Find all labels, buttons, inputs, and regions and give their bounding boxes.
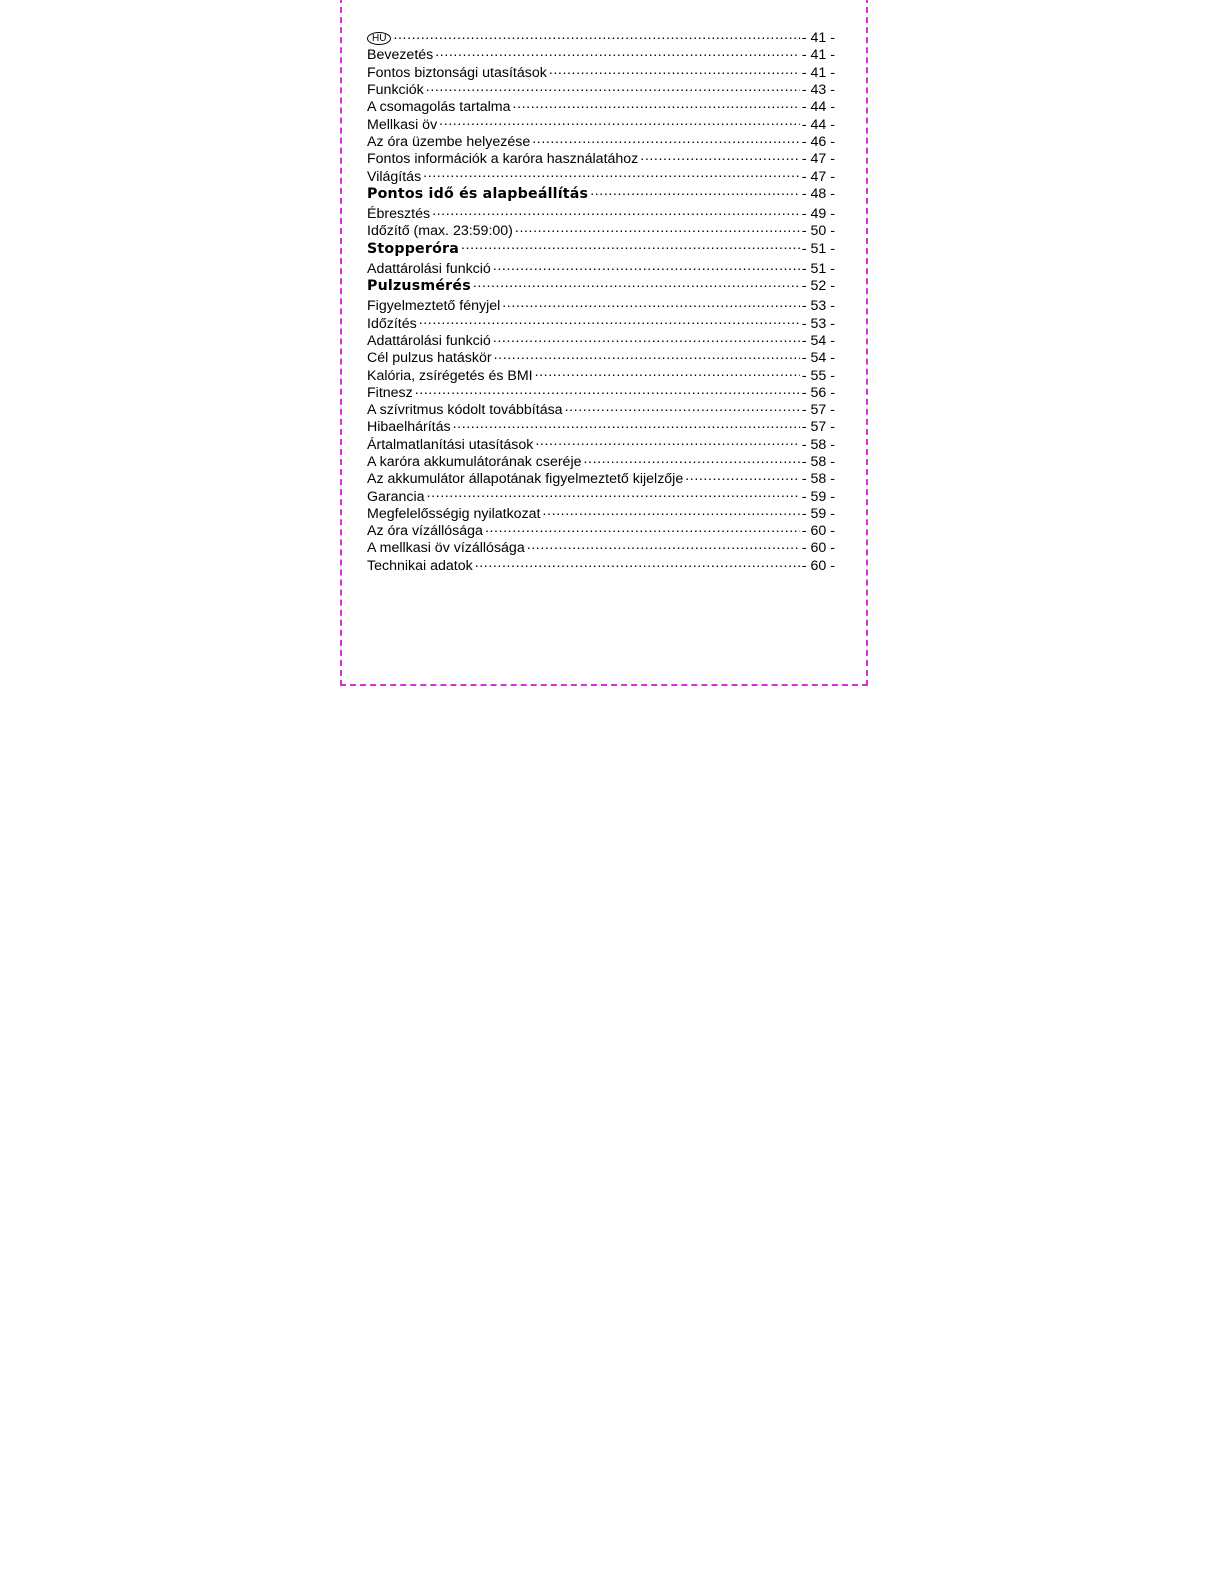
toc-dot-leader (584, 452, 800, 466)
toc-entry[interactable] (367, 204, 835, 221)
toc-entry-label: Pulzusmérés (367, 278, 471, 295)
toc-dot-leader (426, 80, 800, 94)
toc-dot-leader (535, 435, 799, 449)
toc-entry-label: Fontos biztonsági utasítások (367, 64, 547, 81)
toc-entry[interactable] (367, 521, 835, 538)
toc-entry[interactable] (367, 365, 835, 382)
toc-entry-page: - 47 - (801, 151, 835, 168)
toc-dot-leader (535, 365, 800, 379)
toc-dot-leader (493, 259, 800, 273)
toc-entry-page: - 52 - (801, 278, 835, 295)
toc-entry[interactable] (367, 149, 835, 166)
toc-entry-page: - 41 - (801, 30, 835, 47)
language-badge-hu: HU (367, 32, 391, 45)
toc-entry-page: - 59 - (801, 505, 835, 522)
toc-entry-label: Az óra üzembe helyezése (367, 133, 531, 150)
toc-entry-page: - 54 - (801, 350, 835, 367)
toc-entry-page: - 50 - (801, 223, 835, 240)
toc-entry[interactable] (367, 259, 835, 276)
toc-dot-leader (565, 400, 800, 414)
toc-entry-label: Időzítő (max. 23:59:00) (367, 223, 513, 240)
toc-entry-page: - 48 - (801, 185, 835, 202)
toc-entry[interactable] (367, 452, 835, 469)
toc-entry[interactable] (367, 556, 835, 573)
toc-entry-page: - 53 - (801, 298, 835, 315)
toc-entry-label: Adattárolási funkció (367, 332, 491, 349)
toc-entry[interactable] (367, 132, 835, 149)
toc-entry[interactable] (367, 45, 835, 62)
toc-entry[interactable] (367, 400, 835, 417)
toc-entry-label: Ébresztés (367, 206, 431, 223)
toc-entry-label: A szívritmus kódolt továbbítása (367, 402, 563, 419)
toc-entry-page: - 58 - (801, 453, 835, 470)
toc-dot-leader (640, 149, 800, 163)
toc-dot-leader (485, 521, 800, 535)
toc-entry-label: A karóra akkumulátorának cseréje (367, 453, 582, 470)
toc-entry[interactable] (367, 331, 835, 348)
toc-entry-label: Megfelelősségig nyilatkozat (367, 505, 541, 522)
toc-entry[interactable] (367, 28, 835, 45)
toc-entry-label: Figyelmeztető fényjel (367, 298, 501, 315)
toc-dot-leader (475, 556, 800, 570)
toc-entry[interactable] (367, 383, 835, 400)
table-of-contents (367, 28, 835, 573)
toc-entry-page: - 60 - (801, 523, 835, 540)
toc-entry-page: - 53 - (801, 315, 835, 332)
toc-entry-page: - 56 - (801, 384, 835, 401)
toc-entry-page: - 41 - (801, 64, 835, 81)
toc-entry-page: - 57 - (801, 419, 835, 436)
toc-entry[interactable] (367, 435, 835, 452)
toc-entry-label: Hibaelhárítás (367, 419, 451, 436)
toc-dot-leader (423, 166, 800, 180)
toc-entry-label: A csomagolás tartalma (367, 99, 511, 116)
toc-entry-page: - 49 - (801, 206, 835, 223)
toc-dot-leader (415, 383, 800, 397)
toc-dot-leader (590, 184, 800, 198)
toc-entry-page: - 60 - (801, 557, 835, 574)
toc-dot-leader (543, 504, 800, 518)
toc-entry-label: Ártalmatlanítási utasítások (367, 436, 534, 453)
toc-entry[interactable] (367, 276, 835, 296)
toc-entry[interactable] (367, 80, 835, 97)
toc-entry[interactable] (367, 238, 835, 258)
toc-entry[interactable] (367, 166, 835, 183)
toc-entry-label: Kalória, zsírégetés és BMI (367, 367, 533, 384)
toc-entry[interactable] (367, 538, 835, 555)
toc-dot-leader (685, 469, 800, 483)
toc-entry-page: - 51 - (801, 260, 835, 277)
toc-entry-label: A mellkasi öv vízállósága (367, 540, 525, 557)
toc-dot-leader (453, 417, 800, 431)
toc-entry-label: Bevezetés (367, 47, 434, 64)
toc-entry-page: - 46 - (801, 133, 835, 150)
toc-entry-page: - 54 - (801, 332, 835, 349)
toc-entry-label: Pontos idő és alapbeállítás (367, 185, 589, 202)
toc-dot-leader (527, 538, 800, 552)
toc-entry[interactable] (367, 296, 835, 313)
toc-entry[interactable] (367, 486, 835, 503)
toc-entry-label: Fontos információk a karóra használatához (367, 151, 639, 168)
toc-dot-leader (532, 132, 800, 146)
toc-dot-leader (461, 238, 800, 252)
toc-dot-leader (549, 63, 800, 77)
toc-entry-page: - 58 - (801, 436, 835, 453)
toc-entry-page: - 58 - (801, 471, 835, 488)
toc-entry[interactable] (367, 184, 835, 204)
toc-dot-leader (427, 486, 800, 500)
toc-entry-label: Adattárolási funkció (367, 260, 491, 277)
toc-entry-label: Funkciók (367, 82, 424, 99)
toc-entry-page: - 44 - (801, 116, 835, 133)
toc-entry[interactable] (367, 313, 835, 330)
toc-entry-page: - 57 - (801, 402, 835, 419)
toc-entry-label: Az óra vízállósága (367, 523, 483, 540)
toc-entry-label: Garancia (367, 488, 425, 505)
toc-dot-leader (439, 114, 800, 128)
toc-entry[interactable] (367, 504, 835, 521)
toc-entry-page: - 44 - (801, 99, 835, 116)
toc-entry-label: Technikai adatok (367, 557, 473, 574)
toc-entry[interactable] (367, 348, 835, 365)
toc-entry-page: - 60 - (801, 540, 835, 557)
toc-entry-page: - 55 - (801, 367, 835, 384)
toc-entry-label: Stopperóra (367, 240, 459, 257)
toc-dot-leader (419, 313, 800, 327)
toc-dot-leader (502, 296, 800, 310)
toc-entry[interactable] (367, 417, 835, 434)
toc-entry[interactable] (367, 221, 835, 238)
toc-entry-label: Időzítés (367, 315, 417, 332)
toc-entry-page: - 59 - (801, 488, 835, 505)
toc-dot-leader (435, 45, 800, 59)
toc-entry-label: Cél pulzus hatáskör (367, 350, 492, 367)
toc-entry[interactable] (367, 469, 835, 486)
toc-dot-leader (393, 28, 799, 42)
toc-dot-leader (473, 276, 800, 290)
toc-entry[interactable] (367, 97, 835, 114)
toc-entry-label: Mellkasi öv (367, 116, 438, 133)
toc-dot-leader (494, 348, 800, 362)
toc-entry-page: - 41 - (801, 47, 835, 64)
toc-entry-label: Az akkumulátor állapotának figyelmeztető kijelzője (367, 471, 684, 488)
toc-entry-page: - 47 - (801, 168, 835, 185)
toc-entry-page: - 43 - (801, 82, 835, 99)
toc-dot-leader (513, 97, 800, 111)
toc-entry[interactable] (367, 63, 835, 80)
toc-entry-label: Fitnesz (367, 384, 413, 401)
toc-dot-leader (432, 204, 800, 218)
toc-dot-leader (515, 221, 800, 235)
toc-entry-label: Világítás (367, 168, 422, 185)
toc-entry[interactable] (367, 114, 835, 131)
toc-entry-page: - 51 - (801, 240, 835, 257)
toc-dot-leader (493, 331, 800, 345)
toc-entry-label (367, 30, 391, 47)
